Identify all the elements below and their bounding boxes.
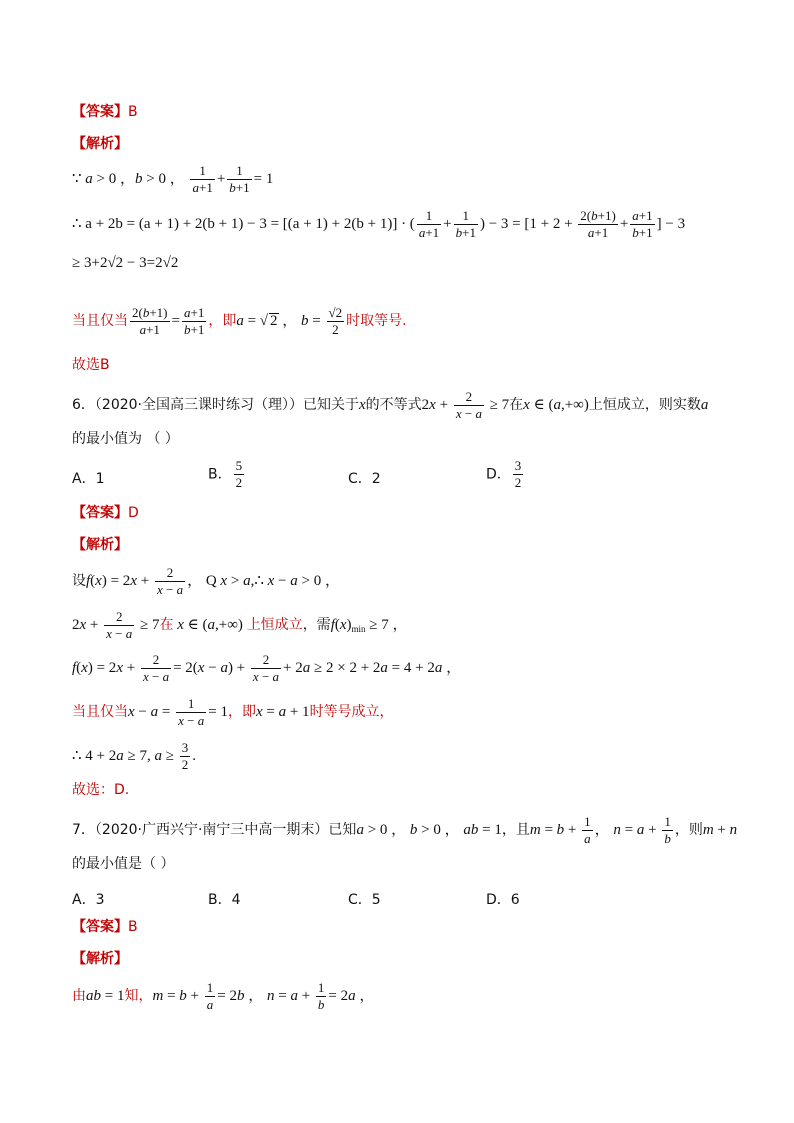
q7-option-b: B．4 xyxy=(208,892,241,908)
q6-option-c: C．2 xyxy=(348,471,381,487)
q7-option-c: C．5 xyxy=(348,892,381,908)
q6-step3: f(x) = 2x + $\frac{2}{x - a}$ = 2(x − a) + $\frac{2}{x - a}$ + 2a ≥ 2 × 2 + 2a = 4 + 2a ， xyxy=(72,652,462,684)
q7-step1: 由ab = 1知，m = b + $\frac{1}{a}$ = 2b ， n = a + $\frac{1}{b}$ = 2a ， xyxy=(72,980,375,1012)
q6-step1: 设f(x) = 2x + $\frac{2}{x - a}$ ， Q x > a,∴ x − a > 0 ， xyxy=(72,565,340,597)
answer-label: 【答案】 xyxy=(72,104,128,120)
q7-option-a: A．3 xyxy=(72,892,105,908)
q6-conclusion: 故选：D. xyxy=(72,782,130,798)
q5-answer xyxy=(72,105,138,119)
q6-answer: 【答案】D xyxy=(72,505,139,521)
q6-analysis-label: 【解析】 xyxy=(72,537,128,553)
q6-equality: 当且仅当x − a = $\frac{1}{x - a}$ = 1，即x = a + 1时等号成立， xyxy=(72,696,394,728)
q5-equality-line: 当且仅当 $\frac{2(b+1)}{a+1}$ = $\frac{a+1}{b+1}$ ，即a = √ 2 ， b = $\frac{√2}{2}$ 时取等号. xyxy=(72,305,407,337)
q7-answer: 【答案】B xyxy=(72,919,138,935)
q5-derivation-line: ∴ a + 2b = (a + 1) + 2(b + 1) − 3 = [(a + 1) + 2(b + 1)] · ( $\frac{1}{a+1}$ + $\frac{1}{b+1}$ ) − 3 = [1 + 2 + $\frac{2(b+1)}{a+1}$ + $\frac{a+1}{b+1}$ ] − 3 xyxy=(72,208,686,240)
q7-stem-line1: 7．（2020·广西兴宁·南宁三中高一期末）已知a > 0 ， b > 0 ， ab = 1，且m = b + $\frac{1}{a}$ ， n = a + $\frac{1}{b}$ ，则m + n xyxy=(72,814,738,846)
q6-option-d: D． $\frac{3}{2}$ xyxy=(486,458,522,490)
q5-given-line: ∵ a > 0 ，b > 0 ， $\frac{1}{a+1}$ + $\frac{1}{b+1}$ = 1 xyxy=(72,163,274,195)
q5-analysis-label: 【解析】 xyxy=(72,136,128,152)
q5-conclusion: 故选B xyxy=(72,357,110,373)
q7-option-d: D．6 xyxy=(486,892,520,908)
q6-result: ∴ 4 + 2a ≥ 7, a ≥ $\frac{3}{2}$ . xyxy=(72,740,196,772)
q5-inequality-line: ≥ 3+2√2 − 3=2√2 xyxy=(72,255,179,271)
q7-stem-line2: 的最小值是（ ） xyxy=(72,856,175,872)
q6-option-b: B． $\frac{5}{2}$ xyxy=(208,458,243,490)
q7-analysis-label: 【解析】 xyxy=(72,951,128,967)
q6-step2: 2x + $\frac{2}{x - a}$ ≥ 7在 x ∈ (a,+∞) 上恒成立，需$f(x)_{min} \ge 7$ ， xyxy=(72,609,408,641)
q6-option-a: A．1 xyxy=(72,471,105,487)
answer-value: B xyxy=(128,104,138,120)
q6-stem-line2: 的最小值为 （ ） xyxy=(72,431,179,447)
q6-stem-line1: 6．（2020·全国高三课时练习（理））已知关于x的不等式2x + $\frac{2}{x - a}$ ≥ 7在x ∈ (a,+∞)上恒成立，则实数a xyxy=(72,389,709,421)
